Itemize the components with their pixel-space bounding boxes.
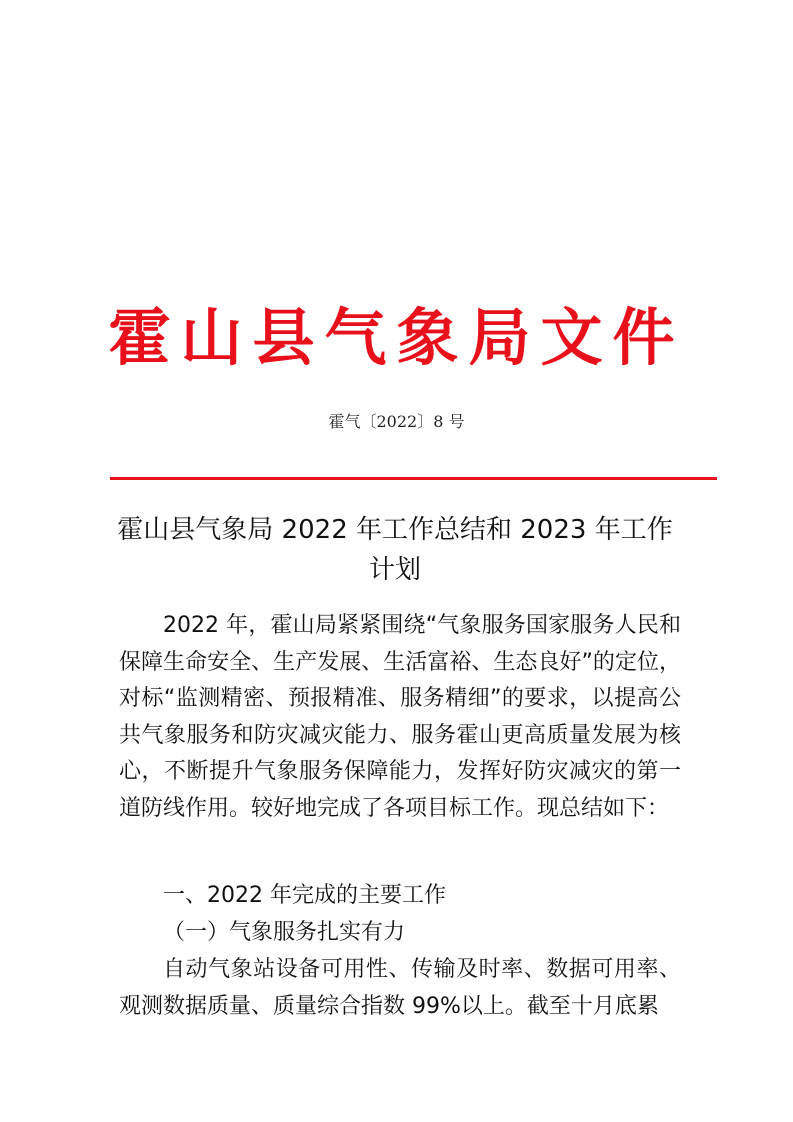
red-divider-line: [110, 477, 717, 480]
subsection-heading: （一）气象服务扎实有力: [163, 920, 406, 945]
document-header-title: 霍山县气象局文件: [108, 301, 685, 374]
section-heading: 一、2022 年完成的主要工作: [163, 883, 446, 908]
intro-paragraph: 2022 年，霍山局紧紧围绕“气象服务国家服务人民和保障生命安全、生产发展、生活富裕、生态良好”的定位，对标“监测精密、预报精准、服务精细”的要求，以提高公共气象服务和防灾减灾能力、服务霍山更高质量发展为核心，不断提升气象服务保障能力，发挥好防灾减灾的第一道防线作用。较好地完成了各项目标工作。现总结如下：: [119, 613, 681, 821]
body-paragraph: 自动气象站设备可用性、传输及时率、数据可用率、观测数据质量、质量综合指数 99%以上。截至十月底累: [119, 957, 681, 1019]
document-number: 霍气〔2022〕8 号: [328, 412, 465, 431]
document-title: 霍山县气象局 2022 年工作总结和 2023 年工作计划: [117, 515, 673, 585]
